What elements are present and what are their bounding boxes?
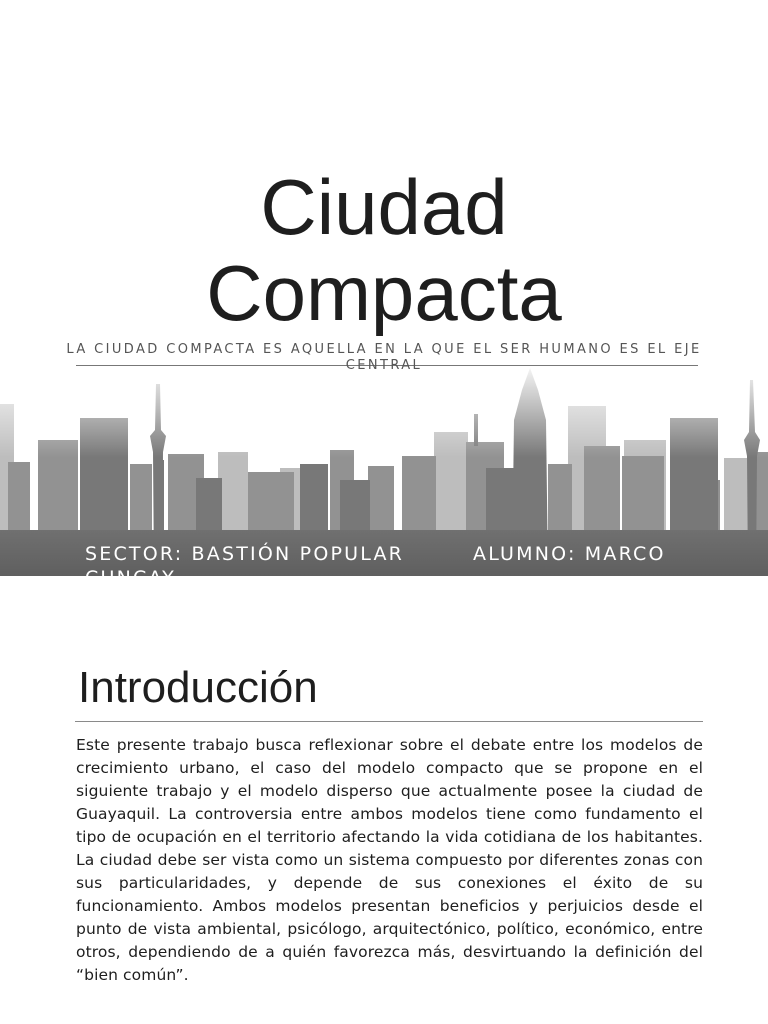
- alumno-label: ALUMNO: MARCO: [473, 543, 666, 565]
- title-line-1: Ciudad: [260, 163, 508, 251]
- introduction-slide: [0, 576, 768, 1024]
- introduction-paragraph: Este presente trabajo busca reflexionar sobre el debate entre los modelos de crecimiento urbano, el caso del modelo compacto que se propone en el siguiente trabajo y el modelo disperso que actualmente posee la ciudad de Guayaquil. La controversia entre ambos modelos tiene como fundamento el tipo de ocupación en el territorio afectando la vida cotidiana de los habitantes. La ciudad debe ser vista como un sistema compuesto por diferentes zonas con sus particularidades, y depende de sus conexiones el éxito de su funcionamiento. Ambos modelos presentan beneficios y perjuicios desde el punto de vista ambiental, psicólogo, arquitectónico, político, económico, entre otros, dependiendo de a quién favorezca más, desvirtuando la definición del “bien común”.: [76, 736, 703, 984]
- introduction-title: Introducción: [78, 663, 318, 712]
- title-line-2: Compacta: [206, 249, 562, 337]
- slide-title: [0, 164, 768, 336]
- title-divider: [75, 721, 703, 722]
- sector-label: SECTOR: BASTIÓN POPULAR: [85, 543, 405, 565]
- slide-subtitle: LA CIUDAD COMPACTA ES AQUELLA EN LA QUE EL SER HUMANO ES EL EJE CENTRAL: [66, 342, 702, 373]
- footer-band: [0, 530, 768, 576]
